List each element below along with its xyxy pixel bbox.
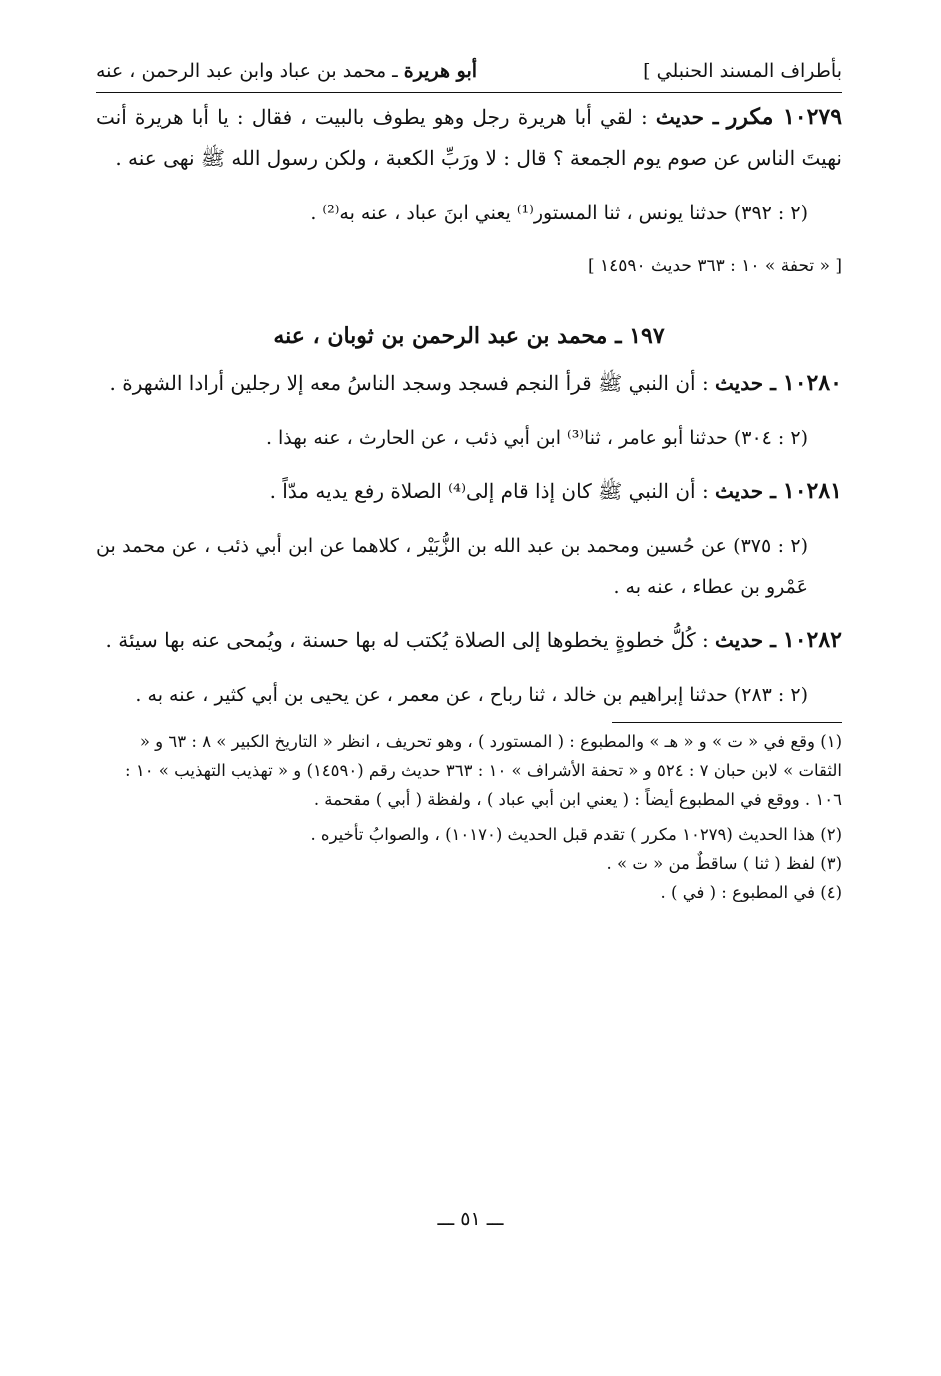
hadith-text: : كُلُّ خطوةٍ يخطوها إلى الصلاة يُكتب له بها حسنة ، ويُمحى عنه بها سيئة . <box>105 628 716 652</box>
chapter-heading: ١٩٧ ـ محمد بن عبد الرحمن بن ثوبان ، عنه <box>273 323 665 349</box>
running-header <box>96 52 842 93</box>
hadith-source: (٢ : ٣٩٢) حدثنا يونس ، ثنا المستور⁽¹⁾ يعني ابنَ عباد ، عنه به⁽²⁾ . <box>310 202 808 224</box>
footnote-3: (٣) لفظ ( ثنا ) ساقطٌ من « ت » . <box>606 854 842 873</box>
footnotes <box>96 727 842 907</box>
hadith-number: ١٠٢٧٩ مكرر <box>726 104 843 130</box>
footnote-4: (٤) في المطبوع : ( في ) . <box>660 883 842 902</box>
tuhfa-reference: [ « تحفة » ١٠ : ٣٦٣ حديث ١٤٥٩٠ ] <box>587 256 842 276</box>
book-page <box>96 52 842 907</box>
hadith-label: ـ حديث <box>715 628 783 652</box>
hadith-entry <box>96 97 842 179</box>
footnote-rule <box>612 722 842 723</box>
hadith-entry <box>96 363 842 404</box>
header-section-title <box>96 60 477 82</box>
hadith-entry <box>96 471 842 512</box>
hadith-text: : أن النبي ﷺ كان إذا قام إلى⁽⁴⁾ الصلاة رفع يديه مدّاً . <box>269 479 716 503</box>
hadith-number: ١٠٢٨٢ <box>782 627 842 653</box>
hadith-source: (٢ : ٣٧٥) عن حُسين ومحمد بن عبد الله بن الزُّبَيْر ، كلاهما عن ابن أبي ذئب ، عن محمد بن عَمْرو بن عطاء ، عنه به . <box>96 535 808 598</box>
hadith-source: (٢ : ٢٨٣) حدثنا إبراهيم بن خالد ، ثنا رباح ، عن معمر ، عن يحيى بن أبي كثير ، عنه به . <box>135 684 808 706</box>
hadith-text: : أن النبي ﷺ قرأ النجم فسجد وسجد الناسُ معه إلا رجلين أرادا الشهرة . <box>109 371 716 395</box>
hadith-label: ـ حديث <box>715 479 783 503</box>
header-section-bold: أبو هريرة <box>403 60 478 82</box>
header-book-title: بأطراف المسند الحنبلي ] <box>643 60 842 82</box>
footnote-2: (٢) هذا الحديث (١٠٢٧٩ مكرر ) تقدم قبل الحديث (١٠١٧٠) ، والصوابُ تأخيره . <box>310 825 842 844</box>
hadith-text: : لقي أبا هريرة رجل وهو يطوف بالبيت ، فقال : يا أبا هريرة أنت نهيتَ الناس عن صوم يوم الجمعة ؟ قال : لا ورَبِّ الكعبة ، ولكن رسول الله ﷺ نهى عنه . <box>96 105 842 170</box>
hadith-number: ١٠٢٨١ <box>782 478 842 504</box>
hadith-number: ١٠٢٨٠ <box>782 370 842 396</box>
page-number: ـــ ٥١ ـــ <box>437 1208 504 1230</box>
hadith-label: ـ حديث <box>715 371 783 395</box>
header-section-rest: ـ محمد بن عباد وابن عبد الرحمن ، عنه <box>96 60 404 82</box>
hadith-source: (٢ : ٣٠٤) حدثنا أبو عامر ، ثنا⁽³⁾ ابن أبي ذئب ، عن الحارث ، عنه بهذا . <box>265 427 808 449</box>
hadith-entry <box>96 620 842 661</box>
footnote-1: (١) وقع في « ت » و « هـ » والمطبوع : ( المستورد ) ، وهو تحريف ، انظر « التاريخ الكبير » ٨ : ٦٣ و « الثقات » لابن حبان ٧ : ٥٢٤ و « تحفة الأشراف » ١٠ : ٣٦٣ حديث رقم (١٤٥٩٠) و « تهذيب التهذيب » ١٠ : ١٠٦ . ووقع في المطبوع أيضاً : ( يعني ابن أبي عباد ) ، ولفظة ( أبي ) مقحمة . <box>125 732 842 809</box>
hadith-label: ـ حديث <box>655 105 719 129</box>
